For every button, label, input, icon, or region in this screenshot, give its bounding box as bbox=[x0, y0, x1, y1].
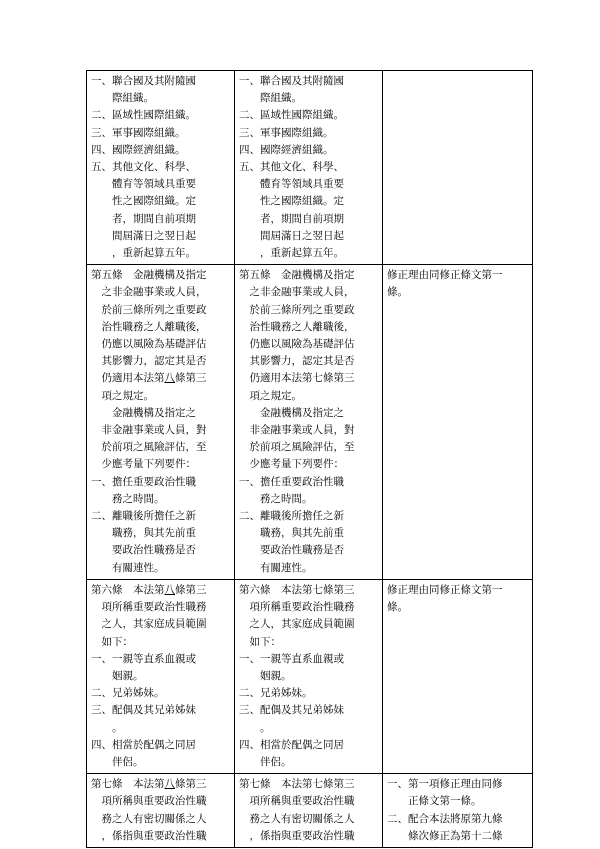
text-line: 。 bbox=[239, 721, 271, 734]
text-line: 仍應以風險為基礎評估 bbox=[239, 338, 355, 351]
text-line: 三、軍事國際組織。 bbox=[91, 126, 186, 139]
amended-text-cell bbox=[87, 71, 235, 265]
text-line: 於前項之風險評估，至 bbox=[239, 441, 355, 454]
text-line: 務之人有密切關係之人 bbox=[91, 812, 207, 825]
amended-mark: 八 bbox=[164, 778, 175, 791]
text-line: 間屆滿日之翌日起 bbox=[239, 229, 344, 242]
text-line: 者，期間自前項期 bbox=[239, 212, 344, 225]
text-line: 項之規定。 bbox=[239, 389, 302, 402]
text-line: 者，期間自前項期 bbox=[91, 212, 196, 225]
text-line: 第七條 本法第七條第三 bbox=[239, 778, 355, 791]
text-line: 伴侶。 bbox=[91, 755, 144, 768]
current-text-cell bbox=[235, 579, 383, 773]
text-line: 一、第一項修正理由同修 bbox=[387, 778, 503, 791]
text-line: 項所稱重要政治性職務 bbox=[239, 601, 355, 614]
text-line: 第六條 本法第八條第三 bbox=[91, 583, 207, 596]
text-line: 二、區域性國際組織。 bbox=[91, 109, 196, 122]
text-line: 於前三條所列之重要政 bbox=[91, 303, 207, 316]
text-line: 其影響力，認定其是否 bbox=[91, 355, 207, 368]
text-line: 。 bbox=[91, 721, 123, 734]
text-line: ，係指與重要政治性職 bbox=[239, 829, 355, 842]
text-line: 項所稱重要政治性職務 bbox=[91, 601, 207, 614]
text-line: 治性職務之人離職後， bbox=[239, 320, 355, 333]
table-row bbox=[87, 579, 533, 773]
text-line: 二、離職後所擔任之新 bbox=[91, 510, 196, 523]
text-line: 三、配偶及其兄弟姊妹 bbox=[91, 704, 196, 717]
text-line: 四、相當於配偶之同居 bbox=[91, 738, 196, 751]
text-line: 間屆滿日之翌日起 bbox=[91, 229, 196, 242]
text-line: 有關連性。 bbox=[91, 561, 165, 574]
current-text-cell bbox=[235, 71, 383, 265]
table-row bbox=[87, 71, 533, 265]
text-line: 三、軍事國際組織。 bbox=[239, 126, 334, 139]
explanation-cell bbox=[383, 265, 533, 580]
text-line: 條。 bbox=[387, 286, 408, 299]
text-line: 職務，與其先前重 bbox=[91, 527, 196, 540]
text-line: 一、一親等直系血親或 bbox=[91, 652, 196, 665]
text-line: 如下： bbox=[239, 635, 281, 648]
text-line: 二、區域性國際組織。 bbox=[239, 109, 344, 122]
text-line: 之非金融事業或人員， bbox=[239, 286, 355, 299]
text-line: 之人，其家庭成員範圍 bbox=[91, 618, 207, 631]
amended-text-cell bbox=[87, 265, 235, 580]
text-line: 仍適用本法第八條第三 bbox=[91, 372, 207, 385]
text-line: 一、擔任重要政治性職 bbox=[239, 475, 344, 488]
text-line: 之人，其家庭成員範圍 bbox=[239, 618, 355, 631]
text-line: 仍應以風險為基礎評估 bbox=[91, 338, 207, 351]
text-line: 修正理由同修正條文第一 bbox=[387, 269, 503, 282]
text-line: 務之時間。 bbox=[91, 492, 165, 505]
text-line: 非金融事業或人員，對 bbox=[239, 424, 355, 437]
text-line: 四、國際經濟組織。 bbox=[91, 143, 186, 156]
text-line: 務之時間。 bbox=[239, 492, 313, 505]
text-line: 姻親。 bbox=[91, 669, 144, 682]
text-line: 於前三條所列之重要政 bbox=[239, 303, 355, 316]
text-line: 項之規定。 bbox=[91, 389, 154, 402]
amended-mark: 八 bbox=[164, 372, 175, 385]
text-line: 體育等領域具重要 bbox=[91, 178, 196, 191]
explanation-cell bbox=[383, 71, 533, 265]
text-line: 五、其他文化、科學、 bbox=[239, 161, 344, 174]
text-line: 有關連性。 bbox=[239, 561, 313, 574]
text-line: ，重新起算五年。 bbox=[91, 247, 196, 260]
text-line: 際組織。 bbox=[91, 92, 154, 105]
text-line: 四、國際經濟組織。 bbox=[239, 143, 334, 156]
text-line: 少應考量下列要件： bbox=[239, 458, 344, 471]
text-line: 一、聯合國及其附隨國 bbox=[239, 75, 344, 87]
page-margin bbox=[0, 800, 600, 849]
text-line: 仍適用本法第七條第三 bbox=[239, 372, 355, 385]
text-line: 要政治性職務是否 bbox=[91, 544, 196, 557]
text-line: 項所稱與重要政治性職 bbox=[91, 795, 207, 808]
text-line: 體育等領域具重要 bbox=[239, 178, 344, 191]
text-line: 條。 bbox=[387, 601, 408, 614]
comparison-table bbox=[86, 70, 533, 848]
text-line: 金融機構及指定之 bbox=[91, 406, 196, 419]
text-line: 職務，與其先前重 bbox=[239, 527, 344, 540]
text-line: 正條文第一條。 bbox=[387, 795, 482, 808]
text-line: 一、一親等直系血親或 bbox=[239, 652, 344, 665]
text-line: 少應考量下列要件： bbox=[91, 458, 196, 471]
text-line: 四、相當於配偶之同居 bbox=[239, 738, 344, 751]
text-line: 第六條 本法第七條第三 bbox=[239, 583, 355, 596]
text-line: 務之人有密切關係之人 bbox=[239, 812, 355, 825]
text-line: 條次修正為第十二條 bbox=[387, 829, 503, 842]
text-line: 第五條 金融機構及指定 bbox=[91, 269, 207, 282]
text-line: 之非金融事業或人員， bbox=[91, 286, 207, 299]
table-row bbox=[87, 265, 533, 580]
text-line: 性之國際組織。定 bbox=[239, 195, 344, 208]
current-text-cell bbox=[235, 265, 383, 580]
text-line: 性之國際組織。定 bbox=[91, 195, 196, 208]
amended-mark: 八 bbox=[164, 583, 175, 596]
text-line: 第五條 金融機構及指定 bbox=[239, 269, 355, 282]
text-line: 際組織。 bbox=[239, 92, 302, 105]
amended-text-cell bbox=[87, 579, 235, 773]
text-line: 非金融事業或人員，對 bbox=[91, 424, 207, 437]
text-line: 三、配偶及其兄弟姊妹 bbox=[239, 704, 344, 717]
explanation-cell bbox=[383, 579, 533, 773]
text-line: ，重新起算五年。 bbox=[239, 247, 344, 260]
text-line: 二、兄弟姊妹。 bbox=[239, 687, 313, 700]
text-line: 二、離職後所擔任之新 bbox=[239, 510, 344, 523]
text-line: 一、擔任重要政治性職 bbox=[91, 475, 196, 488]
text-line: 五、其他文化、科學、 bbox=[91, 161, 196, 174]
text-line: 項所稱與重要政治性職 bbox=[239, 795, 355, 808]
text-line: 姻親。 bbox=[239, 669, 292, 682]
text-line: 二、配合本法將原第九條 bbox=[387, 812, 503, 825]
text-line: 要政治性職務是否 bbox=[239, 544, 344, 557]
text-line: 二、兄弟姊妹。 bbox=[91, 687, 165, 700]
text-line: 金融機構及指定之 bbox=[239, 406, 344, 419]
text-line: 治性職務之人離職後， bbox=[91, 320, 207, 333]
text-line: 於前項之風險評估，至 bbox=[91, 441, 207, 454]
text-line: 其影響力，認定其是否 bbox=[239, 355, 355, 368]
text-line: 修正理由同修正條文第一 bbox=[387, 583, 503, 596]
text-line: 一、聯合國及其附隨國 bbox=[91, 75, 196, 87]
text-line: 伴侶。 bbox=[239, 755, 292, 768]
text-line: 第七條 本法第八條第三 bbox=[91, 778, 207, 791]
text-line: ，係指與重要政治性職 bbox=[91, 829, 207, 842]
text-line: 如下： bbox=[91, 635, 133, 648]
